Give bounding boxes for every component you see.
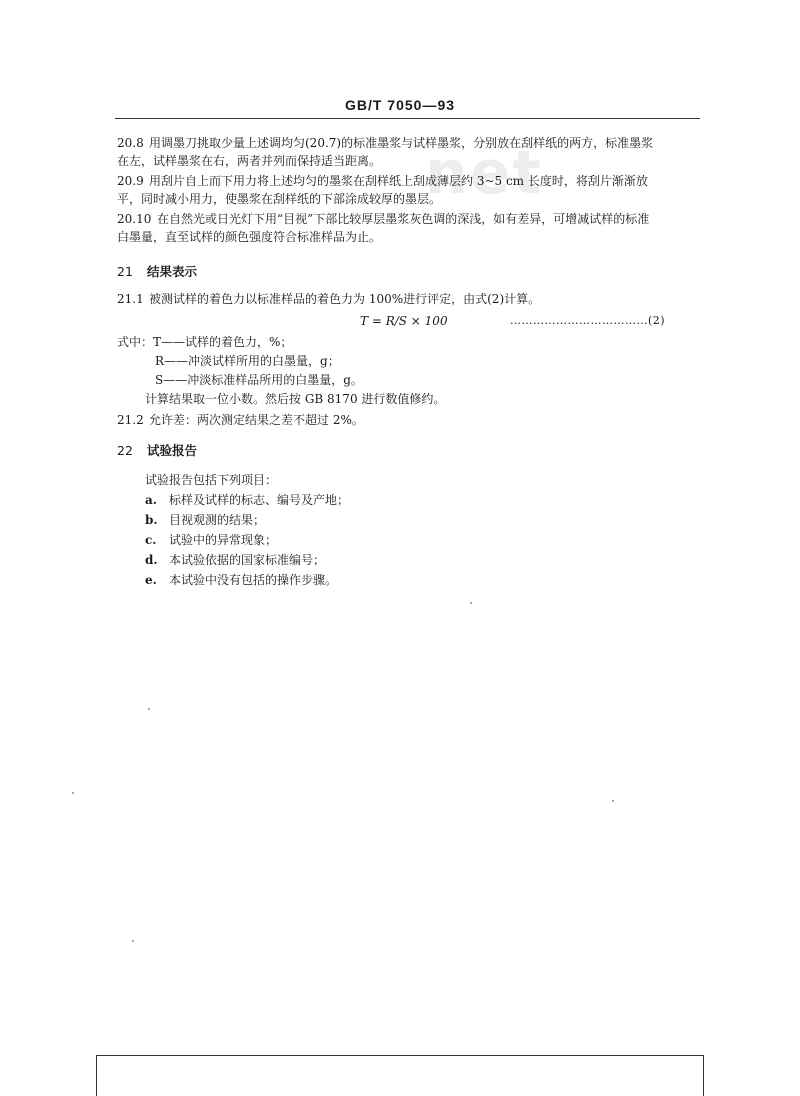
report-intro: 试验报告包括下列项目： xyxy=(145,473,278,487)
watermark: net xyxy=(425,138,544,208)
scan-speck xyxy=(612,800,614,802)
clause-text-continued: 在左，试样墨浆在右，两者并列而保持适当距离。 xyxy=(117,154,382,168)
formula-number: ………………………………(2) xyxy=(510,314,666,327)
clause-20-8 xyxy=(117,134,702,170)
report-item-e xyxy=(145,571,337,589)
calc-note: 计算结果取一位小数。然后按 GB 8170 进行数值修约。 xyxy=(145,392,446,406)
item-letter: a. xyxy=(145,493,157,507)
scan-speck xyxy=(72,792,74,794)
clause-text: 被测试样的着色力以标准样品的着色力为 100%进行评定，由式(2)计算。 xyxy=(149,292,541,306)
clause-text: 在自然光或日光灯下用“目视”下部比较厚层墨浆灰色调的深浅，如有差异，可增减试样的标准 xyxy=(157,212,650,226)
clause-text: 用调墨刀挑取少量上述调均匀(20.7)的标准墨浆与试样墨浆，分别放在刮样纸的两方，标准墨浆 xyxy=(149,136,654,150)
report-item-d xyxy=(145,551,325,569)
section-number: 21 xyxy=(117,264,133,279)
scan-speck xyxy=(132,940,134,942)
where-s: S——冲淡标准样品所用的白墨量，g。 xyxy=(155,373,363,387)
section-title: 结果表示 xyxy=(147,264,198,279)
scan-speck xyxy=(470,602,472,604)
section-21-heading xyxy=(117,262,197,280)
clause-number: 20.9 xyxy=(117,174,144,188)
clause-text: 用刮片自上而下用力将上述均匀的墨浆在刮样纸上刮成薄层约 3~5 cm 长度时，将刮片渐渐放 xyxy=(149,174,648,188)
item-text: 本试验依据的国家标准编号； xyxy=(169,553,326,567)
section-22-heading xyxy=(117,441,197,459)
header-rule xyxy=(115,118,700,119)
report-item-c xyxy=(145,531,277,549)
item-letter: c. xyxy=(145,533,157,547)
where-r: R——冲淡试样所用的白墨量，g； xyxy=(155,354,340,368)
clause-text-continued: 白墨量，直至试样的颜色强度符合标准样品为止。 xyxy=(117,230,382,244)
report-item-b xyxy=(145,511,265,529)
item-text: 目视观测的结果； xyxy=(169,513,266,527)
section-title: 试验报告 xyxy=(147,443,198,458)
clause-21-1 xyxy=(117,290,702,308)
report-item-a xyxy=(145,491,349,509)
clause-20-9 xyxy=(117,172,702,208)
section-number: 22 xyxy=(117,443,133,458)
clause-text: 允许差：两次测定结果之差不超过 2%。 xyxy=(149,413,364,427)
where-t: 式中：T——试样的着色力，%； xyxy=(117,335,293,349)
clause-number: 20.10 xyxy=(117,212,152,226)
clause-number: 21.2 xyxy=(117,413,144,427)
item-letter: b. xyxy=(145,513,158,527)
clause-number: 21.1 xyxy=(117,292,144,306)
clause-text-continued: 平，同时减小用力，使墨浆在刮样纸的下部涂成较厚的墨层。 xyxy=(117,192,442,206)
item-letter: d. xyxy=(145,553,158,567)
page-header: GB/T 7050—93 xyxy=(344,97,456,113)
item-text: 试验中的异常现象； xyxy=(169,533,278,547)
clause-number: 20.8 xyxy=(117,136,144,150)
formula: T = R/S × 100 xyxy=(360,314,448,328)
item-letter: e. xyxy=(145,573,157,587)
item-text: 标样及试样的标志、编号及产地； xyxy=(169,493,350,507)
clause-21-2 xyxy=(117,411,702,429)
footer-frame xyxy=(96,1055,704,1096)
scan-speck xyxy=(148,708,150,710)
clause-20-10 xyxy=(117,210,702,246)
item-text: 本试验中没有包括的操作步骤。 xyxy=(169,573,338,587)
